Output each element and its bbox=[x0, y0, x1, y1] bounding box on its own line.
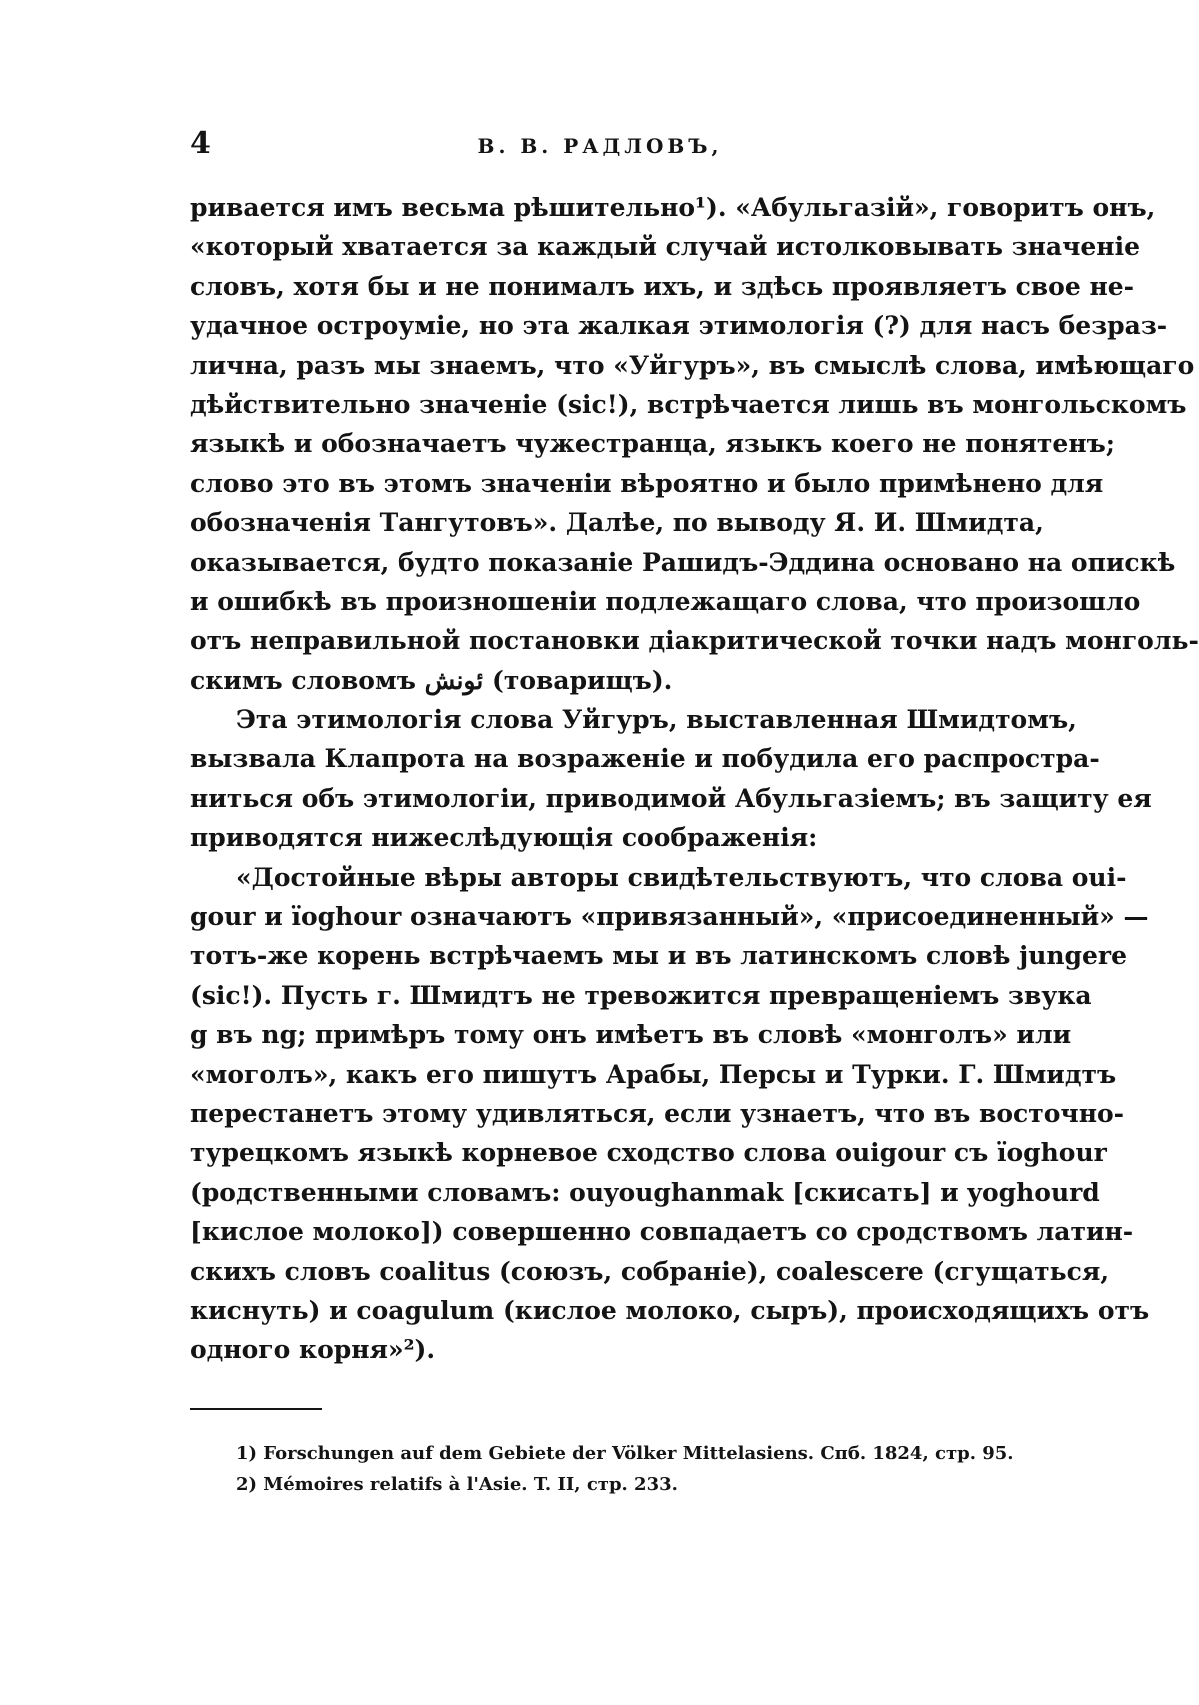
text-line: Эта этимологія слова Уйгуръ, выставленная Шмидтомъ, bbox=[236, 705, 1077, 735]
text-line: вызвала Клапрота на возраженіе и побудила его распростра- bbox=[190, 744, 1100, 774]
footnotes bbox=[236, 1438, 1016, 1500]
text-line: словъ, хотя бы и не понималъ ихъ, и здѣсь проявляетъ свое не- bbox=[190, 271, 1135, 301]
text-line: скимъ словомъ ئونش (товарищъ). bbox=[190, 665, 673, 695]
page-number: 4 bbox=[190, 126, 211, 161]
text-line: одного корня»²). bbox=[190, 1335, 436, 1365]
text-line: ниться объ этимологіи, приводимой Абульгазіемъ; въ защиту ея bbox=[190, 783, 1152, 813]
text-line: [кислое молоко]) совершенно совпадаетъ со сродствомъ латин- bbox=[190, 1217, 1134, 1247]
text-line: лична, разъ мы знаемъ, что «Уйгуръ», въ смыслѣ слова, имѣющаго bbox=[190, 350, 1195, 380]
text-line: gour и ïoghour означаютъ «привязанный», «присоединенный» — bbox=[190, 902, 1149, 932]
text-line: языкѣ и обозначаетъ чужестранца, языкъ коего не понятенъ; bbox=[190, 429, 1116, 459]
text-line: турецкомъ языкѣ корневое сходство слова ouigour съ ïoghour bbox=[190, 1138, 1107, 1168]
text-line: «который хватается за каждый случай истолковывать значеніе bbox=[190, 232, 1140, 262]
text-line: «моголъ», какъ его пишутъ Арабы, Персы и Турки. Г. Шмидтъ bbox=[190, 1059, 1117, 1089]
text-line: удачное остроуміе, но эта жалкая этимологія (?) для насъ безраз- bbox=[190, 311, 1168, 341]
footnote-1: 1) Forschungen auf dem Gebiete der Völker Mittelasiens. Спб. 1824, стр. 95. bbox=[236, 1443, 1014, 1464]
text-line: киснуть) и coagulum (кислое молоко, сыръ), происходящихъ отъ bbox=[190, 1295, 1150, 1325]
text-line: оказывается, будто показаніе Рашидъ-Эддина основано на опискѣ bbox=[190, 547, 1176, 577]
text-line: «Достойные вѣры авторы свидѣтельствуютъ, что слова oui- bbox=[236, 862, 1127, 892]
text-line: приводятся нижеслѣдующія соображенія: bbox=[190, 823, 818, 853]
text-line: g въ ng; примѣръ тому онъ имѣетъ въ словѣ «монголъ» или bbox=[190, 1020, 1072, 1050]
text-line: и ошибкѣ въ произношеніи подлежащаго слова, что произошло bbox=[190, 586, 1141, 616]
text-line: тотъ-же корень встрѣчаемъ мы и въ латинскомъ словѣ jungere bbox=[190, 941, 1128, 971]
text-line: ривается имъ весьма рѣшительно¹). «Абульгазій», говоритъ онъ, bbox=[190, 193, 1156, 222]
text-line: (родственными словамъ: ouyoughanmak [скисать] и yoghourd bbox=[190, 1177, 1100, 1207]
text-line: слово это въ этомъ значеніи вѣроятно и было примѣнено для bbox=[190, 468, 1104, 498]
text-line: (sic!). Пусть г. Шмидтъ не тревожится превращеніемъ звука bbox=[190, 980, 1092, 1010]
running-head: В. В. РАДЛОВЪ, bbox=[477, 134, 723, 158]
text-line: скихъ словъ coalitus (союзъ, собраніе), coalescere (сгущаться, bbox=[190, 1256, 1110, 1286]
text-line: дѣйствительно значеніе (sic!), встрѣчается лишь въ монгольскомъ bbox=[190, 389, 1187, 419]
footnote-separator bbox=[190, 1408, 322, 1410]
page-header bbox=[190, 126, 1010, 166]
body-text bbox=[190, 188, 1199, 1370]
text-line: обозначенія Тангутовъ». Далѣе, по выводу Я. И. Шмидта, bbox=[190, 508, 1044, 538]
text-line: перестанетъ этому удивляться, если узнаетъ, что въ восточно- bbox=[190, 1098, 1125, 1128]
footnote-2: 2) Mémoires relatifs à l'Asie. T. II, стр. 233. bbox=[236, 1474, 678, 1495]
text-line: отъ неправильной постановки діакритической точки надъ монголь- bbox=[190, 626, 1199, 656]
